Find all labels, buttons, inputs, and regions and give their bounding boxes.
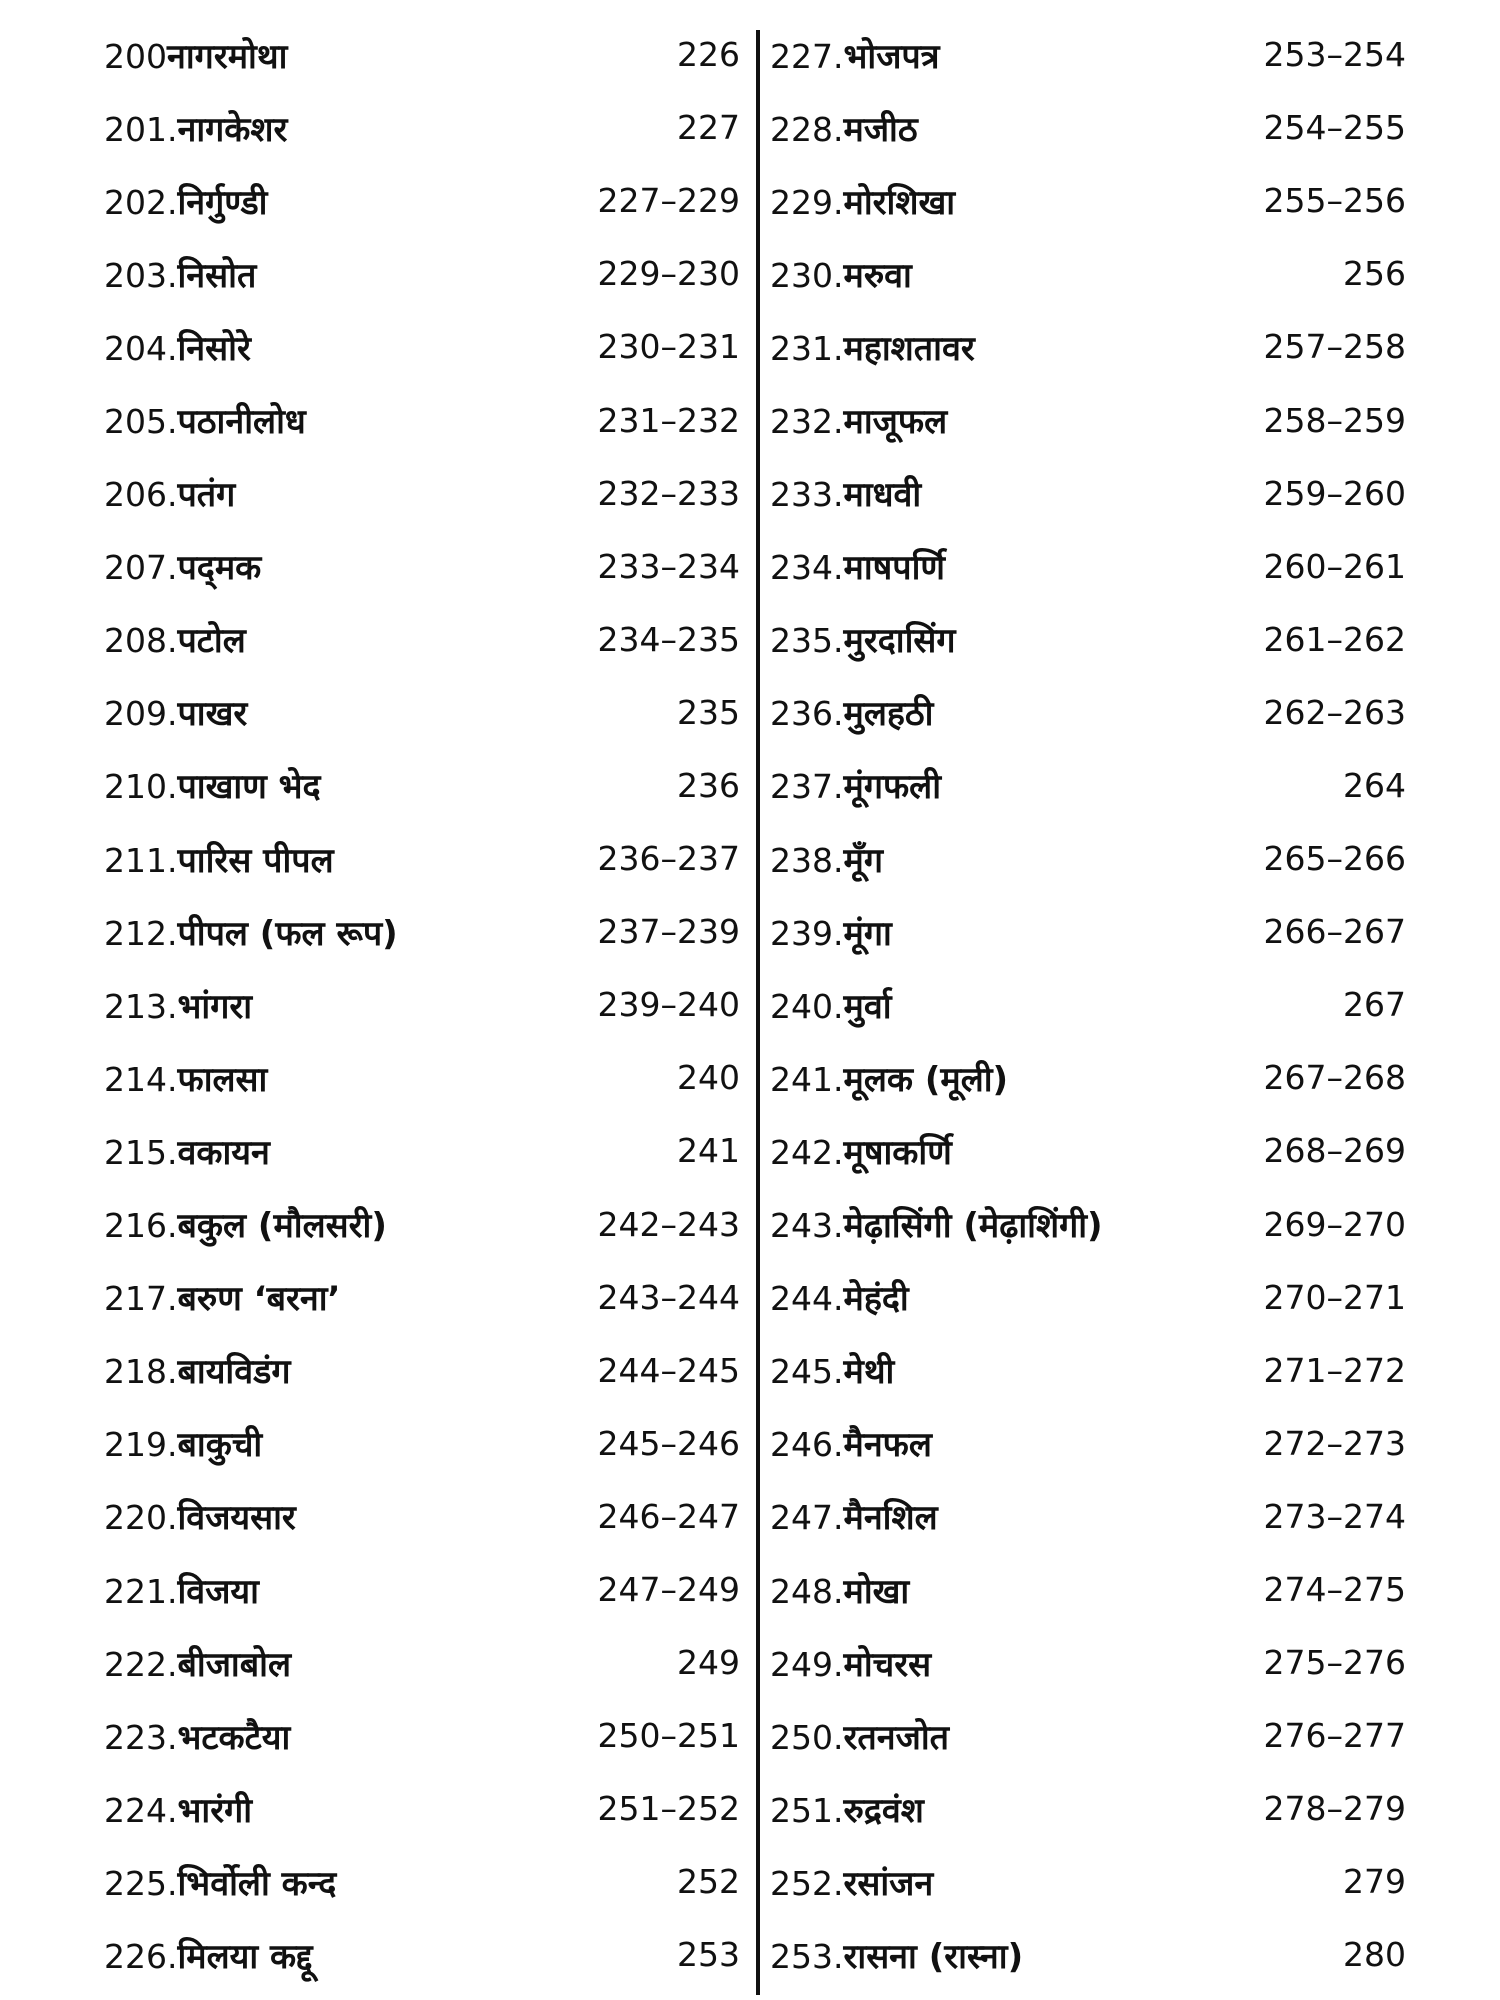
entry-title — [770, 982, 892, 1028]
entry-name: भोजपत्र — [843, 36, 940, 77]
entry-pages: 255–256 — [1263, 181, 1406, 221]
entry-pages: 275–276 — [1263, 1643, 1406, 1683]
index-entry — [770, 1553, 1406, 1626]
entry-title — [770, 616, 956, 662]
entry-number: 221. — [104, 1571, 178, 1611]
entry-title — [770, 1640, 931, 1686]
index-entry — [770, 18, 1406, 91]
entry-pages: 252 — [677, 1862, 740, 1902]
index-entry — [104, 1772, 740, 1845]
entry-pages: 257–258 — [1263, 327, 1406, 367]
entry-number: 243. — [770, 1206, 844, 1246]
entry-name: मेथी — [843, 1352, 895, 1393]
entry-pages: 227 — [677, 108, 740, 148]
entry-number: 241. — [770, 1059, 844, 1099]
entry-pages: 267–268 — [1263, 1058, 1406, 1098]
entry-pages: 266–267 — [1263, 912, 1406, 952]
entry-title — [104, 251, 256, 297]
entry-number: 229. — [770, 182, 844, 222]
entry-number: 237. — [770, 767, 844, 807]
entry-number: 220. — [104, 1498, 178, 1538]
index-entry — [104, 18, 740, 91]
index-entry — [770, 164, 1406, 237]
entry-name: मुर्वा — [843, 986, 892, 1027]
index-entry — [770, 603, 1406, 676]
entry-name: मुलहठी — [843, 694, 934, 735]
entry-name: पारिस पीपल — [177, 840, 334, 881]
entry-title — [770, 1859, 933, 1905]
entry-number: 225. — [104, 1863, 178, 1903]
entry-title — [770, 1786, 924, 1832]
entry-title — [104, 982, 252, 1028]
entry-name: भारंगी — [177, 1790, 253, 1831]
entry-title — [104, 1201, 387, 1247]
entry-name: बीजाबोल — [177, 1644, 292, 1685]
index-entry — [770, 383, 1406, 456]
entry-name: वकायन — [177, 1132, 270, 1173]
entry-pages: 247–249 — [597, 1570, 740, 1610]
entry-number: 216. — [104, 1206, 178, 1246]
index-entry — [104, 1553, 740, 1626]
index-entry — [104, 895, 740, 968]
entry-pages: 278–279 — [1263, 1789, 1406, 1829]
entry-name: पाखर — [177, 694, 248, 735]
entry-name: निसोरे — [177, 328, 251, 369]
entry-pages: 226 — [677, 35, 740, 75]
entry-pages: 243–244 — [597, 1277, 740, 1317]
column-divider — [756, 30, 760, 1995]
entry-title — [104, 32, 287, 78]
entry-title — [770, 1567, 909, 1613]
entry-number: 249. — [770, 1644, 844, 1684]
entry-name: माजूफल — [843, 402, 948, 443]
index-entry — [104, 383, 740, 456]
index-entry — [104, 457, 740, 530]
entry-name: पद्‌मक — [177, 548, 262, 589]
entry-name: निर्गुण्डी — [177, 182, 268, 223]
entry-number: 201. — [104, 109, 178, 149]
entry-name: रतनजोत — [843, 1717, 950, 1758]
entry-pages: 245–246 — [597, 1423, 740, 1463]
entry-name: माधवी — [843, 475, 922, 516]
entry-title — [770, 32, 940, 78]
entry-pages: 233–234 — [597, 546, 740, 586]
entry-name: बरुण ‘बरना’ — [177, 1279, 341, 1320]
entry-name: विजया — [177, 1571, 259, 1612]
entry-title — [104, 836, 334, 882]
index-entry — [770, 1626, 1406, 1699]
entry-title — [104, 1055, 267, 1101]
entry-name: पीपल (फल रूप) — [177, 913, 398, 954]
entry-name: बाकुची — [177, 1425, 263, 1466]
entry-pages: 271–272 — [1263, 1350, 1406, 1390]
entry-number: 240. — [770, 986, 844, 1026]
entry-number: 218. — [104, 1352, 178, 1392]
entry-title — [104, 1713, 290, 1759]
entry-title — [770, 1420, 932, 1466]
entry-pages: 229–230 — [597, 254, 740, 294]
index-entry — [770, 530, 1406, 603]
index-entry — [104, 676, 740, 749]
index-entry — [104, 603, 740, 676]
entry-pages: 269–270 — [1263, 1204, 1406, 1244]
entry-name: पतंग — [177, 475, 236, 516]
entry-number: 204. — [104, 328, 178, 368]
entry-number: 223. — [104, 1717, 178, 1757]
entry-number: 227. — [770, 36, 844, 76]
entry-title — [770, 470, 921, 516]
entry-title — [770, 543, 945, 589]
entry-number: 219. — [104, 1425, 178, 1465]
entry-title — [770, 324, 975, 370]
entry-name: मूंगफली — [843, 767, 942, 808]
entry-title — [104, 616, 246, 662]
entry-title — [770, 1493, 938, 1539]
entry-pages: 262–263 — [1263, 692, 1406, 732]
entry-title — [104, 1640, 291, 1686]
entry-title — [770, 105, 918, 151]
entry-pages: 227–229 — [597, 181, 740, 221]
entry-number: 246. — [770, 1425, 844, 1465]
entry-title — [104, 1786, 252, 1832]
entry-name: मोखा — [843, 1571, 910, 1612]
index-entry — [770, 91, 1406, 164]
entry-title — [770, 1055, 1008, 1101]
index-entry — [770, 237, 1406, 310]
entry-pages: 260–261 — [1263, 546, 1406, 586]
entry-pages: 272–273 — [1263, 1423, 1406, 1463]
entry-number: 233. — [770, 475, 844, 515]
entry-name: मिलया कद्दू — [177, 1936, 313, 1977]
entry-name: मैनशिल — [843, 1498, 938, 1539]
entry-name: रसांजन — [843, 1863, 934, 1904]
entry-title — [104, 1274, 340, 1320]
entry-pages: 234–235 — [597, 619, 740, 659]
entry-title — [104, 1493, 296, 1539]
index-entry — [104, 91, 740, 164]
index-entry — [104, 237, 740, 310]
index-entry — [104, 1334, 740, 1407]
entry-title — [104, 1567, 259, 1613]
entry-pages: 267 — [1343, 985, 1406, 1025]
entry-name: मोचरस — [843, 1644, 932, 1685]
entry-title — [104, 324, 251, 370]
index-entry — [104, 749, 740, 822]
entry-pages: 240 — [677, 1058, 740, 1098]
entry-number: 228. — [770, 109, 844, 149]
index-entry — [770, 1114, 1406, 1187]
entry-name: बायविडंग — [177, 1352, 291, 1393]
index-entry — [770, 1699, 1406, 1772]
entry-name: फालसा — [177, 1059, 268, 1100]
entry-number: 234. — [770, 548, 844, 588]
entry-number: 200 — [104, 36, 167, 76]
index-entry — [770, 457, 1406, 530]
entry-title — [104, 178, 267, 224]
entry-pages: 242–243 — [597, 1204, 740, 1244]
entry-number: 245. — [770, 1352, 844, 1392]
index-entry — [770, 1918, 1406, 1991]
index-entry — [104, 310, 740, 383]
entry-number: 236. — [770, 694, 844, 734]
entry-number: 244. — [770, 1279, 844, 1319]
index-entry — [770, 968, 1406, 1041]
entry-title — [104, 470, 235, 516]
entry-title — [104, 762, 321, 808]
index-entry — [104, 822, 740, 895]
entry-pages: 244–245 — [597, 1350, 740, 1390]
entry-name: रुद्रवंश — [843, 1790, 924, 1831]
entry-number: 202. — [104, 182, 178, 222]
entry-title — [770, 762, 941, 808]
entry-name: नागकेशर — [177, 109, 288, 150]
index-entry — [104, 1699, 740, 1772]
entry-pages: 249 — [677, 1643, 740, 1683]
entry-number: 247. — [770, 1498, 844, 1538]
index-entry — [770, 1334, 1406, 1407]
entry-title — [104, 1932, 313, 1978]
entry-title — [770, 1713, 949, 1759]
entry-number: 251. — [770, 1790, 844, 1830]
entry-pages: 258–259 — [1263, 400, 1406, 440]
entry-number: 212. — [104, 913, 178, 953]
entry-pages: 279 — [1343, 1862, 1406, 1902]
index-entry — [104, 1114, 740, 1187]
index-entry — [104, 1041, 740, 1114]
entry-title — [104, 1347, 290, 1393]
entry-number: 242. — [770, 1132, 844, 1172]
entry-pages: 250–251 — [597, 1716, 740, 1756]
entry-pages: 239–240 — [597, 985, 740, 1025]
index-entry — [770, 676, 1406, 749]
entry-title — [104, 1420, 262, 1466]
entry-number: 217. — [104, 1279, 178, 1319]
entry-title — [104, 105, 287, 151]
entry-number: 252. — [770, 1863, 844, 1903]
index-entry — [770, 310, 1406, 383]
entry-title — [770, 1274, 909, 1320]
entry-number: 206. — [104, 475, 178, 515]
index-entry — [104, 1480, 740, 1553]
entry-title — [104, 909, 398, 955]
entry-name: महाशतावर — [843, 328, 975, 369]
entry-number: 211. — [104, 840, 178, 880]
entry-title — [104, 689, 247, 735]
entry-pages: 237–239 — [597, 912, 740, 952]
entry-pages: 261–262 — [1263, 619, 1406, 659]
entry-pages: 274–275 — [1263, 1570, 1406, 1610]
entry-name: पाखाण भेद — [177, 767, 321, 808]
entry-number: 239. — [770, 913, 844, 953]
entry-pages: 256 — [1343, 254, 1406, 294]
entry-pages: 265–266 — [1263, 839, 1406, 879]
entry-pages: 264 — [1343, 765, 1406, 805]
entry-title — [770, 397, 947, 443]
entry-pages: 253 — [677, 1935, 740, 1975]
entry-title — [770, 1932, 1023, 1978]
entry-title — [770, 909, 892, 955]
entry-title — [770, 178, 955, 224]
entry-title — [770, 1201, 1103, 1247]
entry-name: पटोल — [177, 621, 246, 662]
index-entry — [770, 1772, 1406, 1845]
entry-name: निसोत — [177, 255, 257, 296]
entry-number: 231. — [770, 328, 844, 368]
entry-number: 207. — [104, 548, 178, 588]
entry-name: मुरदासिंग — [843, 621, 956, 662]
index-entry — [104, 164, 740, 237]
entry-title — [104, 543, 261, 589]
entry-name: भांगरा — [177, 986, 253, 1027]
entry-name: मूँग — [843, 840, 883, 881]
entry-number: 210. — [104, 767, 178, 807]
entry-pages: 236–237 — [597, 839, 740, 879]
entry-pages: 273–274 — [1263, 1496, 1406, 1536]
entry-name: मूषाकर्णि — [843, 1132, 952, 1173]
index-entry — [770, 1407, 1406, 1480]
entry-name: विजयसार — [177, 1498, 296, 1539]
entry-title — [104, 1128, 270, 1174]
entry-number: 208. — [104, 621, 178, 661]
entry-number: 232. — [770, 402, 844, 442]
entry-pages: 270–271 — [1263, 1277, 1406, 1317]
entry-name: भिर्वोली कन्द — [177, 1863, 337, 1904]
entry-name: नागरमोथा — [167, 36, 288, 77]
entry-pages: 231–232 — [597, 400, 740, 440]
entry-number: 215. — [104, 1132, 178, 1172]
entry-pages: 246–247 — [597, 1496, 740, 1536]
entry-pages: 230–231 — [597, 327, 740, 367]
entry-name: मूलक (मूली) — [843, 1059, 1009, 1100]
entry-title — [770, 689, 933, 735]
index-entry — [770, 1188, 1406, 1261]
entry-name: बकुल (मौलसरी) — [177, 1206, 387, 1247]
entry-title — [104, 1859, 336, 1905]
index-entry — [770, 749, 1406, 822]
index-entry — [104, 530, 740, 603]
index-entry — [104, 1918, 740, 1991]
index-entry — [770, 895, 1406, 968]
index-entry — [104, 1261, 740, 1334]
right-index-column — [770, 18, 1406, 1992]
entry-name: मैनफल — [843, 1425, 932, 1466]
index-entry — [104, 1845, 740, 1918]
entry-name: मेढ़ासिंगी (मेढ़ाशिंगी) — [843, 1206, 1103, 1247]
entry-pages: 235 — [677, 692, 740, 732]
entry-number: 203. — [104, 255, 178, 295]
entry-number: 214. — [104, 1059, 178, 1099]
index-entry — [104, 1407, 740, 1480]
entry-number: 253. — [770, 1936, 844, 1976]
entry-number: 248. — [770, 1571, 844, 1611]
entry-title — [104, 397, 306, 443]
entry-name: मरुवा — [843, 255, 912, 296]
entry-pages: 268–269 — [1263, 1131, 1406, 1171]
entry-name: माषपर्णि — [843, 548, 945, 589]
index-entry — [770, 1480, 1406, 1553]
entry-pages: 280 — [1343, 1935, 1406, 1975]
entry-pages: 232–233 — [597, 473, 740, 513]
entry-pages: 254–255 — [1263, 108, 1406, 148]
entry-pages: 251–252 — [597, 1789, 740, 1829]
entry-title — [770, 1347, 894, 1393]
entry-number: 224. — [104, 1790, 178, 1830]
entry-title — [770, 836, 883, 882]
entry-number: 235. — [770, 621, 844, 661]
left-index-column — [104, 18, 740, 1992]
entry-number: 213. — [104, 986, 178, 1026]
entry-number: 226. — [104, 1936, 178, 1976]
entry-name: पठानीलोध — [177, 402, 306, 443]
entry-pages: 253–254 — [1263, 35, 1406, 75]
entry-number: 230. — [770, 255, 844, 295]
index-entry — [770, 1261, 1406, 1334]
entry-name: मेहंदी — [843, 1279, 909, 1320]
entry-name: रासना (रास्ना) — [843, 1936, 1024, 1977]
entry-number: 222. — [104, 1644, 178, 1684]
index-entry — [104, 1626, 740, 1699]
entry-title — [770, 1128, 952, 1174]
index-entry — [770, 1845, 1406, 1918]
entry-name: मोरशिखा — [843, 182, 956, 223]
entry-pages: 276–277 — [1263, 1716, 1406, 1756]
entry-pages: 241 — [677, 1131, 740, 1171]
index-entry — [104, 1188, 740, 1261]
entry-number: 238. — [770, 840, 844, 880]
index-entry — [104, 968, 740, 1041]
entry-number: 209. — [104, 694, 178, 734]
index-entry — [770, 1041, 1406, 1114]
entry-number: 205. — [104, 402, 178, 442]
entry-name: मजीठ — [843, 109, 918, 150]
entry-title — [770, 251, 912, 297]
index-entry — [770, 822, 1406, 895]
entry-number: 250. — [770, 1717, 844, 1757]
entry-pages: 259–260 — [1263, 473, 1406, 513]
entry-name: मूंगा — [843, 913, 892, 954]
entry-name: भटकटैया — [177, 1717, 291, 1758]
entry-pages: 236 — [677, 765, 740, 805]
